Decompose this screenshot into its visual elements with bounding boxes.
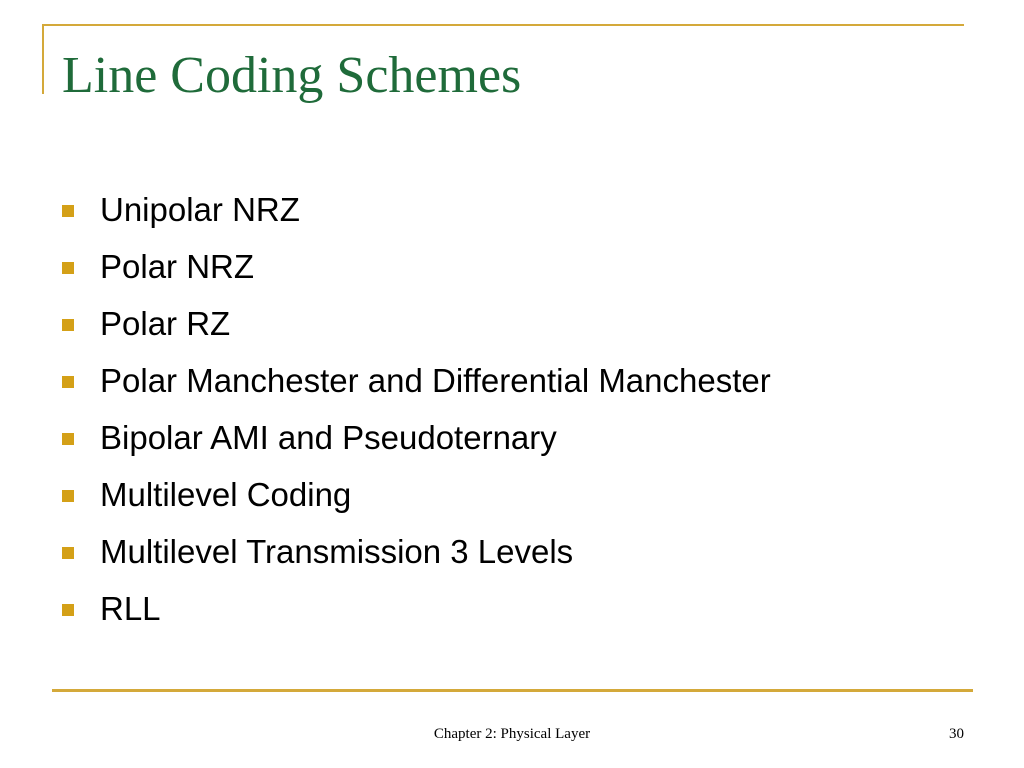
square-bullet-icon [62,376,74,388]
slide-number: 30 [949,726,964,742]
square-bullet-icon [62,433,74,445]
bullet-text: Polar RZ [100,305,231,342]
square-bullet-icon [62,319,74,331]
square-bullet-icon [62,547,74,559]
slide-title: Line Coding Schemes [62,47,522,104]
footer-rule [52,689,973,692]
bullet-text: Bipolar AMI and Pseudoternary [100,419,557,456]
bullet-text: Polar Manchester and Differential Manchester [100,362,771,399]
square-bullet-icon [62,205,74,217]
bullet-text: Multilevel Coding [100,476,352,513]
square-bullet-icon [62,490,74,502]
bullet-text: Polar NRZ [100,248,255,285]
bullet-text: Unipolar NRZ [100,191,300,228]
top-frame-line [42,24,964,26]
left-frame-line [42,24,44,94]
square-bullet-icon [62,262,74,274]
footer-chapter-label: Chapter 2: Physical Layer [433,726,591,742]
square-bullet-icon [62,604,74,616]
bullet-text: Multilevel Transmission 3 Levels [100,533,574,570]
bullet-text: RLL [100,590,161,627]
